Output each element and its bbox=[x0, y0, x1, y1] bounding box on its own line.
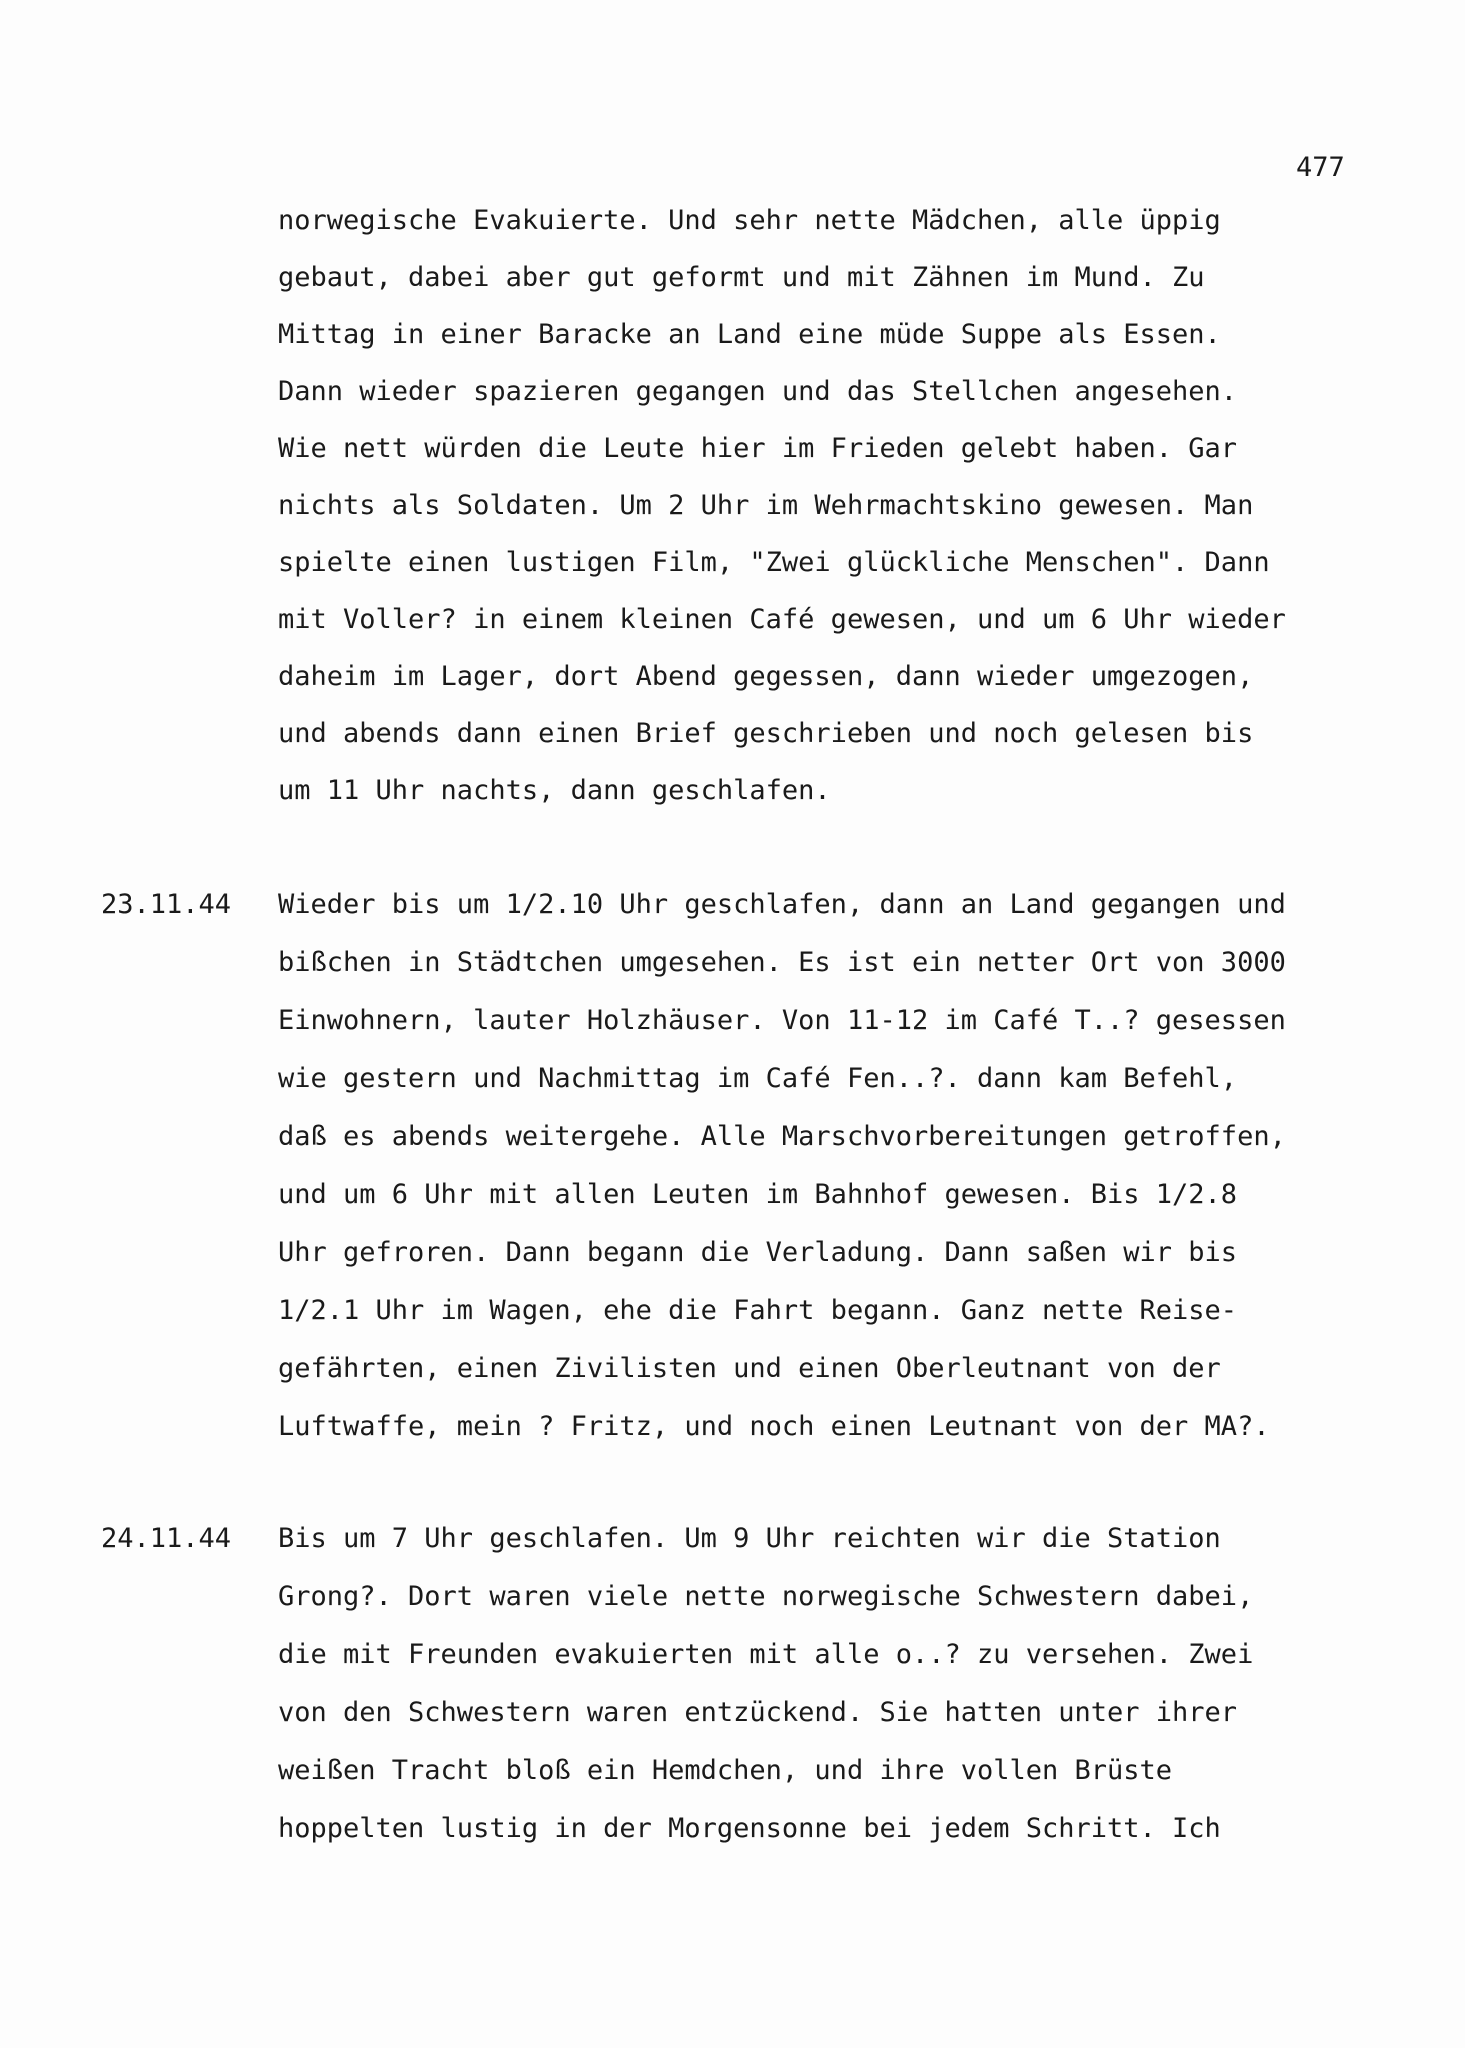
text-line: Luftwaffe, mein ? Fritz, und noch einen Leutnant von der MA?. bbox=[278, 1411, 1270, 1442]
text-line: von den Schwestern waren entzückend. Sie hatten unter ihrer bbox=[278, 1697, 1238, 1728]
text-line: Mittag in einer Baracke an Land eine müde Suppe als Essen. bbox=[278, 319, 1221, 350]
text-line: und um 6 Uhr mit allen Leuten im Bahnhof gewesen. Bis 1/2.8 bbox=[278, 1179, 1238, 1210]
text-line: Einwohnern, lauter Holzhäuser. Von 11-12 im Café T..? gesessen bbox=[278, 1005, 1286, 1036]
text-line: Dann wieder spazieren gegangen und das Stellchen angesehen. bbox=[278, 376, 1238, 407]
text-line: daß es abends weitergehe. Alle Marschvorbereitungen getroffen, bbox=[278, 1121, 1286, 1152]
page-number: 477 bbox=[1296, 152, 1345, 183]
text-line: Uhr gefroren. Dann begann die Verladung. Dann saßen wir bis bbox=[278, 1237, 1238, 1268]
text-line: gebaut, dabei aber gut geformt und mit Zähnen im Mund. Zu bbox=[278, 262, 1205, 293]
text-line: weißen Tracht bloß ein Hemdchen, und ihre vollen Brüste bbox=[278, 1755, 1173, 1786]
text-line: und abends dann einen Brief geschrieben und noch gelesen bis bbox=[278, 718, 1254, 749]
text-line: Bis um 7 Uhr geschlafen. Um 9 Uhr reichten wir die Station bbox=[278, 1523, 1221, 1554]
text-line: gefährten, einen Zivilisten und einen Oberleutnant von der bbox=[278, 1353, 1221, 1384]
text-line: norwegische Evakuierte. Und sehr nette Mädchen, alle üppig bbox=[278, 205, 1221, 236]
entry-date: 24.11.44 bbox=[101, 1523, 232, 1554]
text-line: Wieder bis um 1/2.10 Uhr geschlafen, dann an Land gegangen und bbox=[278, 889, 1286, 920]
text-line: spielte einen lustigen Film, "Zwei glückliche Menschen". Dann bbox=[278, 547, 1270, 578]
text-line: Wie nett würden die Leute hier im Frieden gelebt haben. Gar bbox=[278, 433, 1238, 464]
text-line: die mit Freunden evakuierten mit alle o..? zu versehen. Zwei bbox=[278, 1639, 1254, 1670]
text-line: um 11 Uhr nachts, dann geschlafen. bbox=[278, 775, 831, 806]
text-line: Grong?. Dort waren viele nette norwegische Schwestern dabei, bbox=[278, 1581, 1254, 1612]
text-line: 1/2.1 Uhr im Wagen, ehe die Fahrt begann. Ganz nette Reise- bbox=[278, 1295, 1238, 1326]
text-line: bißchen in Städtchen umgesehen. Es ist ein netter Ort von 3000 bbox=[278, 947, 1286, 978]
text-line: wie gestern und Nachmittag im Café Fen..?. dann kam Befehl, bbox=[278, 1063, 1238, 1094]
entry-date: 23.11.44 bbox=[101, 889, 232, 920]
text-line: hoppelten lustig in der Morgensonne bei jedem Schritt. Ich bbox=[278, 1813, 1221, 1844]
text-line: nichts als Soldaten. Um 2 Uhr im Wehrmachtskino gewesen. Man bbox=[278, 490, 1254, 521]
text-line: mit Voller? in einem kleinen Café gewesen, und um 6 Uhr wieder bbox=[278, 604, 1286, 635]
text-line: daheim im Lager, dort Abend gegessen, dann wieder umgezogen, bbox=[278, 661, 1254, 692]
